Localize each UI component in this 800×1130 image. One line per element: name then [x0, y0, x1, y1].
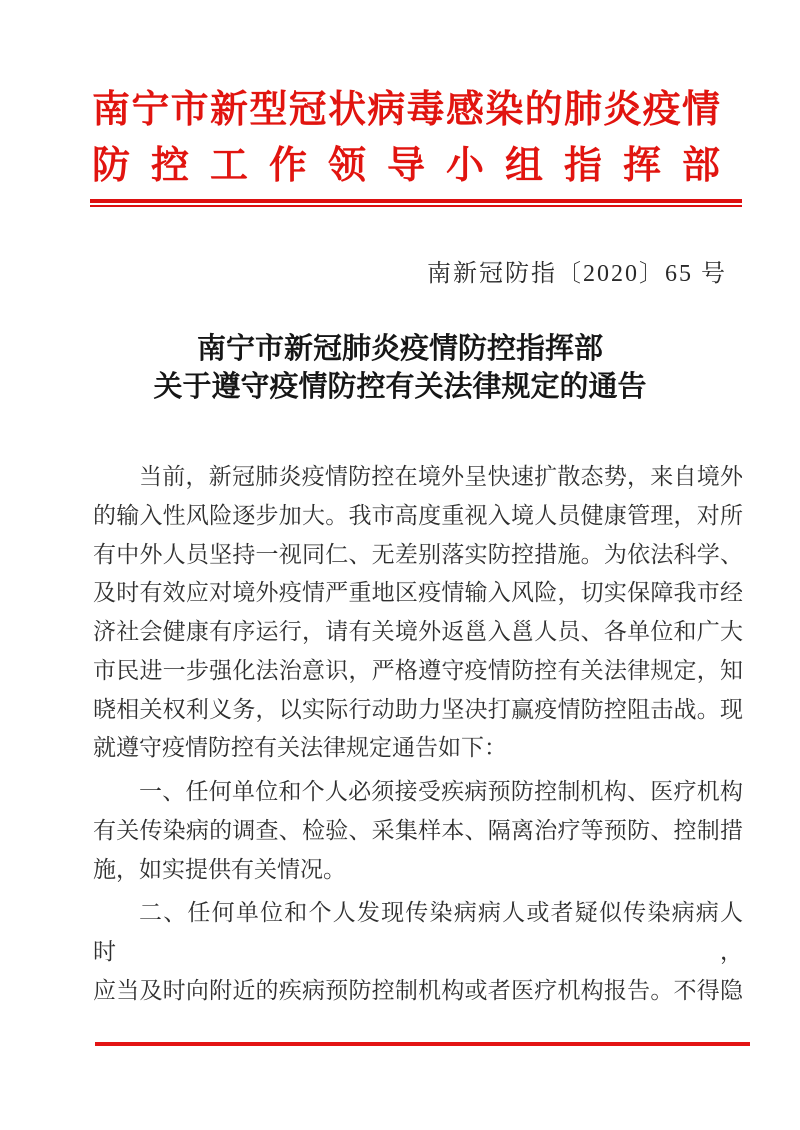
body-line: 二、任何单位和个人发现传染病病人或者疑似传染病病人时， — [93, 900, 743, 964]
body-line: 施，如实提供有关情况。 — [93, 856, 346, 882]
body-line: 济社会健康有序运行，请有关境外返邕入邕人员、各单位和广大 — [93, 619, 743, 644]
body-line: 当前，新冠肺炎疫情防控在境外呈快速扩散态势，来自境外 — [139, 464, 743, 489]
body-line: 及时有效应对境外疫情严重地区疫情输入风险，切实保障我市经 — [93, 580, 743, 606]
body-line: 市民进一步强化法治意识，严格遵守疫情防控有关法律规定，知 — [93, 657, 743, 683]
body-line: 应当及时向附近的疾病预防控制机构或者医疗机构报告。不得隐 — [93, 977, 743, 1003]
footer-red-line — [95, 1042, 750, 1046]
body-line: 有关传染病的调查、检验、采集样本、隔离治疗等预防、控制措 — [93, 817, 743, 843]
document-number: 南新冠防指〔2020〕65 号 — [427, 261, 727, 287]
notice-title-line-2: 关于遵守疫情防控有关法律规定的通告 — [153, 371, 647, 403]
red-header — [92, 82, 720, 194]
red-separator-line-bottom — [90, 205, 742, 207]
body-line: 一、任何单位和个人必须接受疾病预防控制机构、医疗机构 — [139, 779, 743, 804]
agency-header-line-2: 防控工作领导小组指挥部 — [92, 145, 720, 187]
red-separator-line-top — [90, 199, 742, 203]
agency-header-line-1: 南宁市新型冠状病毒感染的肺炎疫情 — [92, 89, 720, 131]
body-line: 就遵守疫情防控有关法律规定通告如下： — [93, 735, 507, 761]
body-line: 晓相关权利义务，以实际行动助力坚决打赢疫情防控阻击战。现 — [93, 696, 743, 722]
notice-title-line-1: 南宁市新冠肺炎疫情防控指挥部 — [196, 333, 603, 365]
body-line: 有中外人员坚持一视同仁、无差别落实防控措施。为依法科学、 — [93, 541, 743, 567]
body-text — [93, 458, 743, 1011]
notice-title — [0, 330, 800, 406]
body-line: 的输入性风险逐步加大。我市高度重视入境人员健康管理，对所 — [93, 502, 743, 528]
